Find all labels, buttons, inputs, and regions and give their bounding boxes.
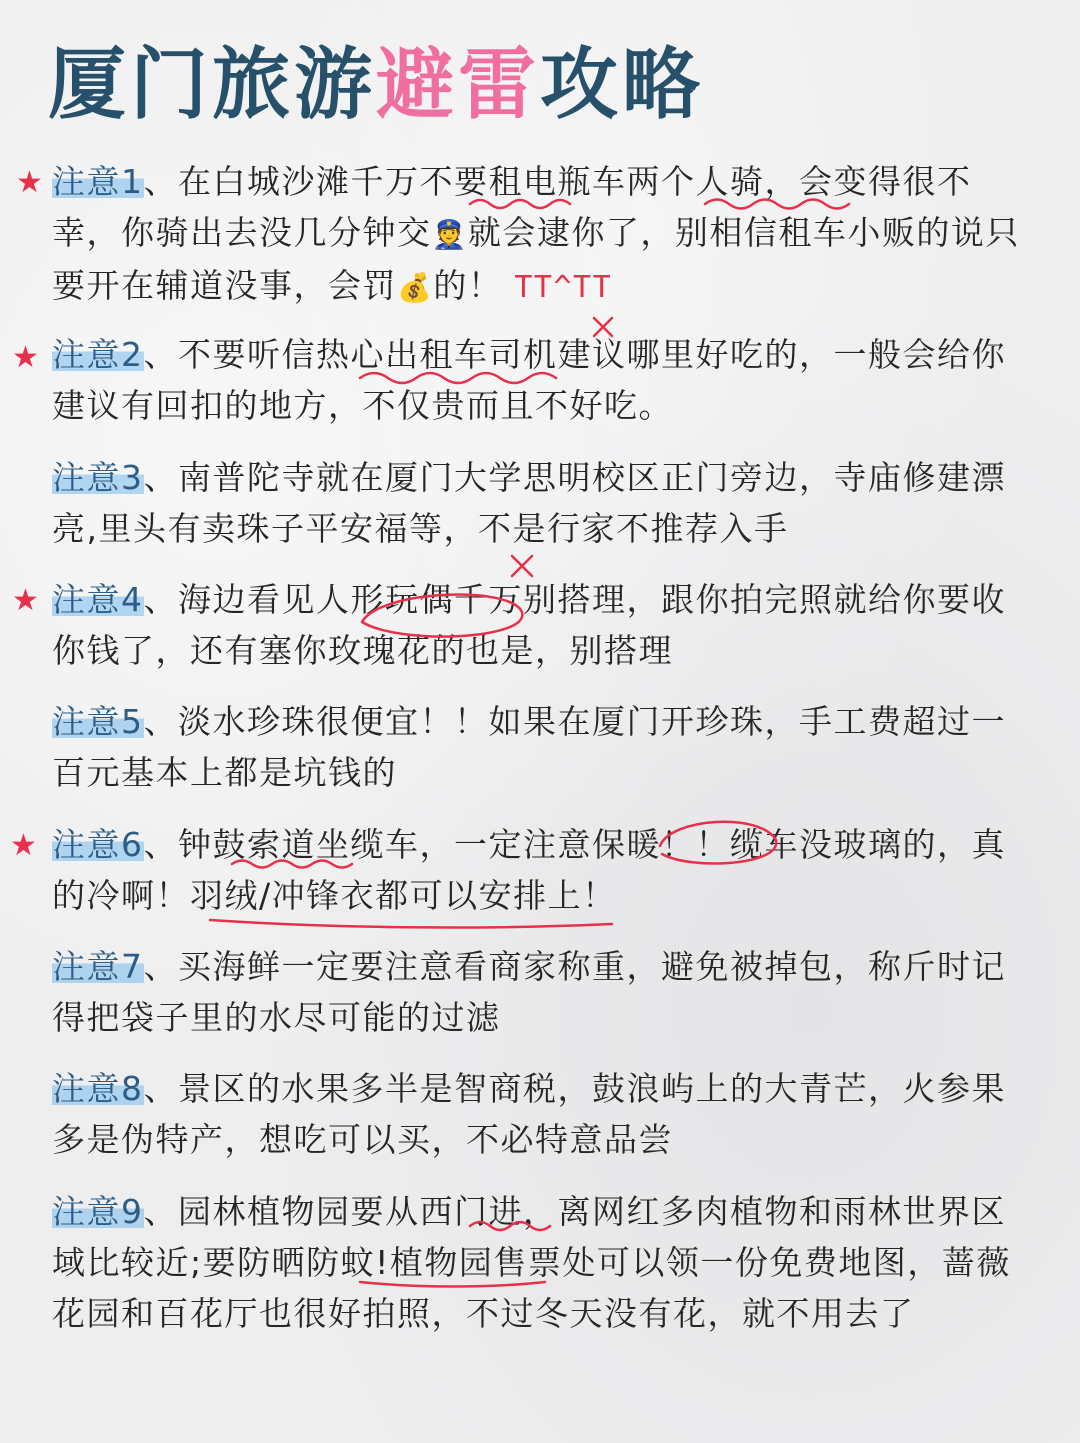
star-icon: ★ — [16, 165, 43, 200]
straight-underline — [360, 1282, 545, 1287]
note-label: 注意3 — [52, 458, 144, 497]
note-label: 注意6 — [52, 825, 144, 864]
squiggle-underline — [360, 373, 556, 383]
star-icon: ★ — [12, 340, 39, 375]
circle-mark — [362, 595, 522, 637]
note-body-end: 的！ — [433, 266, 503, 305]
straight-underline — [210, 920, 612, 927]
note-label: 注意2 — [52, 335, 144, 374]
squiggle-underline — [232, 861, 352, 868]
note-body: 、不要听信热心出租车司机建议哪里好吃的，一般会给你建议有回扣的地方，不仅贵而且不好吃。 — [52, 335, 1006, 425]
note-label: 注意4 — [52, 580, 144, 619]
note-label: 注意7 — [52, 947, 144, 986]
note-body: 、园林植物园要从西门进，离网红多肉植物和雨林世界区域比较近;要防晒防蚊!植物园售票处可以领一份免费地图，蔷薇花园和百花厅也很好拍照，不过冬天没有花，就不用去了 — [52, 1192, 1011, 1333]
squiggle-underline — [705, 200, 849, 209]
title-highlight: 避雷 — [376, 40, 541, 130]
circle-mark — [660, 822, 776, 864]
note-body: 、淡水珍珠很便宜！！如果在厦门开珍珠，手工费超过一百元基本上都是坑钱的 — [52, 702, 1006, 792]
note-label: 注意8 — [52, 1069, 144, 1108]
note-body: 、景区的水果多半是智商税，鼓浪屿上的大青芒，火参果多是伪特产，想吃可以买，不必特意品尝 — [52, 1069, 1006, 1159]
star-icon: ★ — [12, 583, 39, 618]
note-label: 注意9 — [52, 1192, 144, 1231]
squiggle-underline — [470, 200, 570, 208]
police-officer-emoji: 👮 — [431, 218, 468, 251]
note-label: 注意5 — [52, 702, 144, 741]
crying-doodle: TT^TT — [514, 270, 613, 305]
note-body: 、海边看见人形玩偶千万别搭理，跟你拍完照就给你要收你钱了，还有塞你玫瑰花的也是，别搭理 — [52, 580, 1006, 670]
note-body: 、南普陀寺就在厦门大学思明校区正门旁边，寺庙修建漂亮,里头有卖珠子平安福等，不是行家不推荐入手 — [52, 458, 1006, 548]
star-icon: ★ — [10, 828, 37, 863]
title-part1: 厦门旅游 — [48, 40, 377, 130]
cross-mark — [512, 556, 532, 576]
note-body-cont: 就会逮你了，别相信租车小贩的说只要开在辅道没事，会罚 — [52, 213, 1020, 305]
cross-mark — [594, 318, 612, 336]
note-body: 、买海鲜一定要注意看商家称重，避免被掉包，称斤时记得把袋子里的水尽可能的过滤 — [52, 947, 1006, 1037]
note-body: 、钟鼓索道坐缆车，一定注意保暖！！缆车没玻璃的，真的冷啊！羽绒/冲锋衣都可以安排上！ — [52, 825, 1006, 915]
title-part2: 攻略 — [540, 40, 705, 130]
note-body: 、在白城沙滩千万不要租电瓶车两个人骑，会变得很不幸，你骑出去没几分钟交 — [52, 162, 972, 252]
money-bag-emoji: 💰 — [397, 271, 434, 304]
squiggle-underline — [470, 1222, 550, 1230]
note-label: 注意1 — [52, 162, 144, 201]
